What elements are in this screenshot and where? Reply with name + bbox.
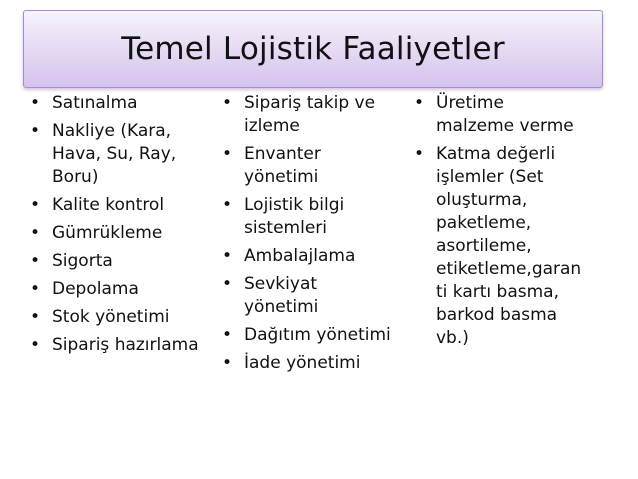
bullet-item: • Sipariş hazırlama (28, 334, 228, 357)
bullet-item: • Dağıtım yönetimi (220, 324, 420, 347)
bullet-item: • Depolama (28, 278, 228, 301)
bullet-item: • Üretime malzeme verme (412, 92, 612, 138)
bullet-item: • Stok yönetimi (28, 306, 228, 329)
bullet-item: • İade yönetimi (220, 352, 420, 375)
bullet-item: • Sigorta (28, 250, 228, 273)
bullet-item: • Lojistik bilgi sistemleri (220, 194, 420, 240)
slide-title: Temel Lojistik Faaliyetler (121, 31, 505, 67)
bullet-column-1 (28, 92, 228, 362)
bullet-column-2 (220, 92, 420, 380)
bullet-item: • Katma değerli işlemler (Set oluşturma, paketleme, asortileme, etiketleme,garan ti kartı basma, barkod basma vb.) (412, 143, 612, 350)
bullet-item: • Envanter yönetimi (220, 143, 420, 189)
title-banner (23, 10, 603, 88)
bullet-item: • Gümrükleme (28, 222, 228, 245)
bullet-item: • Ambalajlama (220, 245, 420, 268)
bullet-item: • Nakliye (Kara, Hava, Su, Ray, Boru) (28, 120, 228, 189)
bullet-item: • Sipariş takip ve izleme (220, 92, 420, 138)
bullet-item: • Kalite kontrol (28, 194, 228, 217)
bullet-item: • Satınalma (28, 92, 228, 115)
bullet-column-3 (412, 92, 612, 355)
bullet-item: • Sevkiyat yönetimi (220, 273, 420, 319)
